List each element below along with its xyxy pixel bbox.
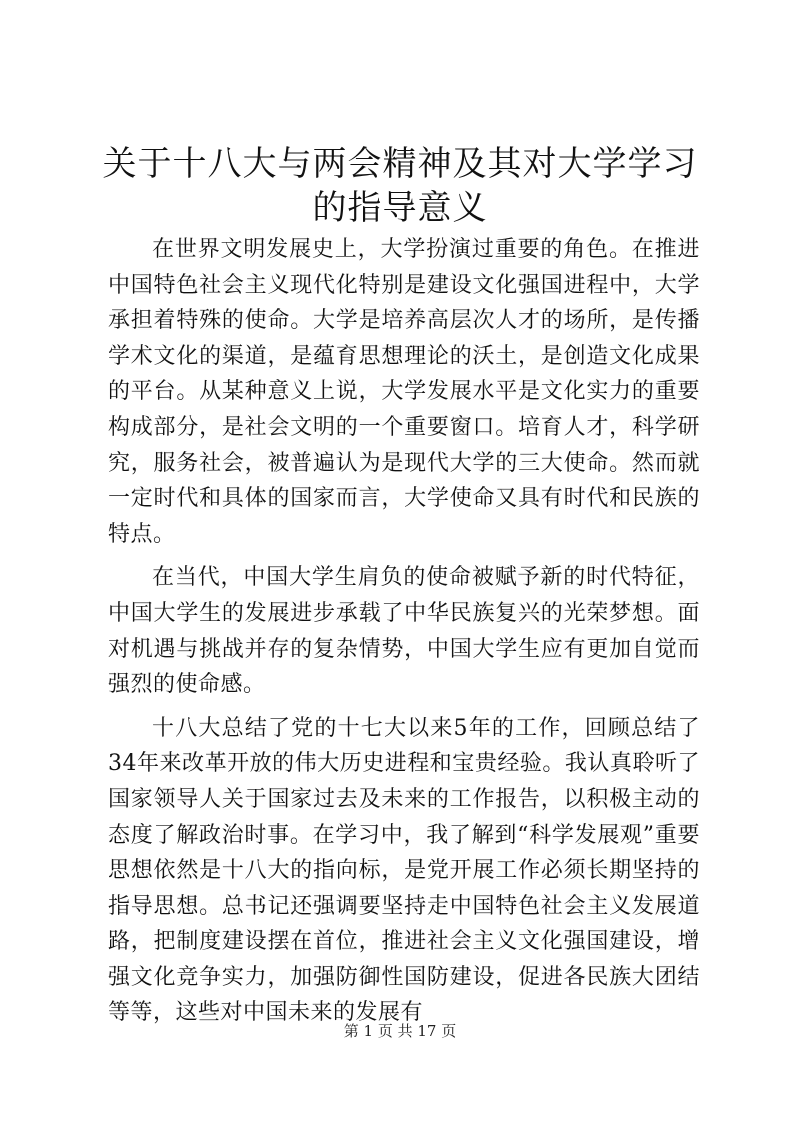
paragraph-3: 十八大总结了党的十七大以来5年的工作，回顾总结了34年来改革开放的伟大历史进程和宝贵经验。我认真聆听了国家领导人关于国家过去及未来的工作报告，以积极主动的态度了解政治时事。在学习中，我了解到“科学发展观”重要思想依然是十八大的指向标，是党开展工作必须长期坚持的指导思想。总书记还强调要坚持走中国特色社会主义发展道路，把制度建设摆在首位，推进社会主义文化强国建设，增强文化竞争实力，加强防御性国防建设，促进各民族大团结等等，这些对中国未来的发展有 xyxy=(108,715,700,1026)
paragraph-2: 在当代，中国大学生肩负的使命被赋予新的时代特征，中国大学生的发展进步承载了中华民族复兴的光荣梦想。面对机遇与挑战并存的复杂情势，中国大学生应有更加自觉而强烈的使命感。 xyxy=(108,565,700,698)
document-body xyxy=(108,232,700,1039)
document-title: 关于十八大与两会精神及其对大学学习的指导意义 xyxy=(102,144,698,228)
paragraph-1: 在世界文明发展史上，大学扮演过重要的角色。在推进中国特色社会主义现代化特别是建设文化强国进程中，大学承担着特殊的使命。大学是培养高层次人才的场所，是传播学术文化的渠道，是蕴育思想理论的沃土，是创造文化成果的平台。从某种意义上说，大学发展水平是文化实力的重要构成部分，是社会文明的一个重要窗口。培育人才，科学研究，服务社会，被普遍认为是现代大学的三大使命。然而就一定时代和具体的国家而言，大学使命又具有时代和民族的特点。 xyxy=(108,237,700,547)
page-number-footer: 第 1 页 共 17 页 xyxy=(343,1022,457,1040)
